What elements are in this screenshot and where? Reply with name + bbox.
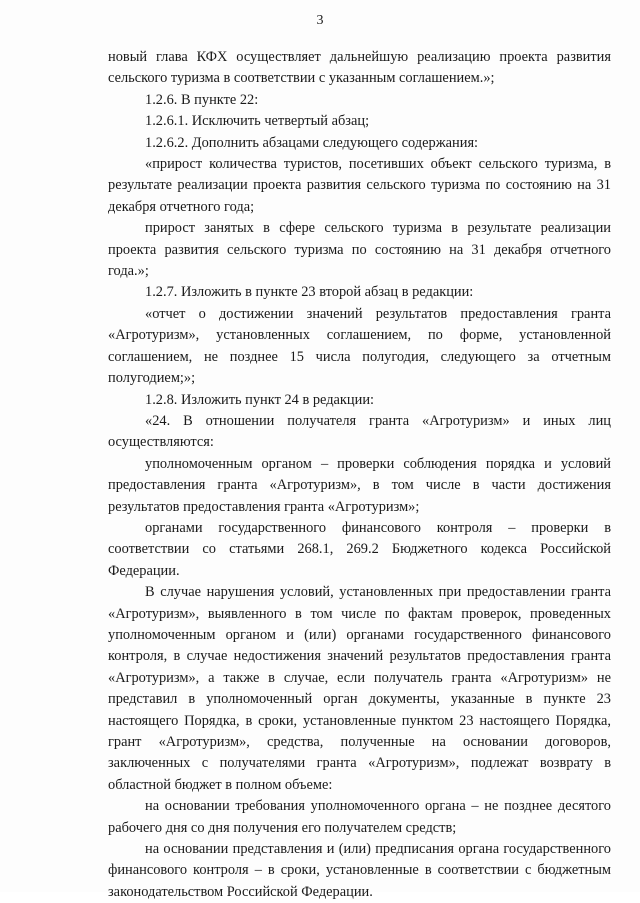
paragraph: «24. В отношении получателя гранта «Агротуризм» и иных лиц осуществляются: [108, 412, 611, 451]
paragraph: 1.2.7. Изложить в пункте 23 второй абзац в редакции: [145, 284, 474, 301]
paragraph: «прирост количества туристов, посетивших объект сельского туризма, в результате реализации проекта развития сельского туризма по состоянию на 31 декабря отчетного года; [108, 156, 611, 215]
paragraph: В случае нарушения условий, установленных при предоставлении гранта «Агротуризм», выявленного в том числе по фактам проверок, проведенных уполномоченным органом и (или) органами государственного финансового контроля, в случае недостижения значений результатов предоставления гранта «Агротуризм», а также в случае, если получатель гранта «Агротуризм» не представил в уполномоченный орган документы, указанные в пункте 23 настоящего Порядка, в сроки, установленные пунктом 23 настоящего Порядка, грант «Агротуризм», средства, полученные на основании договоров, заключенных с получателями гранта «Агротуризм», подлежат возврату в областной бюджет в полном объеме: [108, 584, 611, 793]
document-body [108, 47, 611, 903]
page-number: 3 [316, 13, 324, 28]
paragraph: на основании требования уполномоченного органа – не позднее десятого рабочего дня со дня получения его получателем средств; [108, 798, 611, 836]
paragraph: новый глава КФХ осуществляет дальнейшую реализацию проекта развития сельского туризма в соответствии с указанным соглашением.»; [108, 49, 611, 87]
paragraph: 1.2.6.1. Исключить четвертый абзац; [145, 113, 370, 130]
paragraph: «отчет о достижении значений результатов предоставления гранта «Агротуризм», установленных соглашением, по форме, установленной соглашением, не позднее 15 числа полугодия, следующего за отчетным полугодием;»; [108, 305, 611, 387]
paragraph: прирост занятых в сфере сельского туризма в результате реализации проекта развития сельского туризма по состоянию на 31 декабря отчетного года.»; [108, 220, 611, 280]
paragraph: уполномоченным органом – проверки соблюдения порядка и условий предоставления гранта «Агротуризм», в том числе в части достижения результатов предоставления гранта «Агротуризм»; [108, 455, 611, 515]
paragraph: 1.2.6. В пункте 22: [145, 91, 259, 108]
paragraph: 1.2.6.2. Дополнить абзацами следующего содержания: [145, 134, 479, 151]
paragraph: органами государственного финансового контроля – проверки в соответствии со статьями 268.1, 269.2 Бюджетного кодекса Российской Федерации. [108, 519, 611, 579]
paragraph: 1.2.8. Изложить пункт 24 в редакции: [145, 391, 375, 408]
paragraph: на основании представления и (или) предписания органа государственного финансового контроля – в сроки, установленные в соответствии с бюджетным законодательством Российской Федерации. [108, 841, 611, 900]
